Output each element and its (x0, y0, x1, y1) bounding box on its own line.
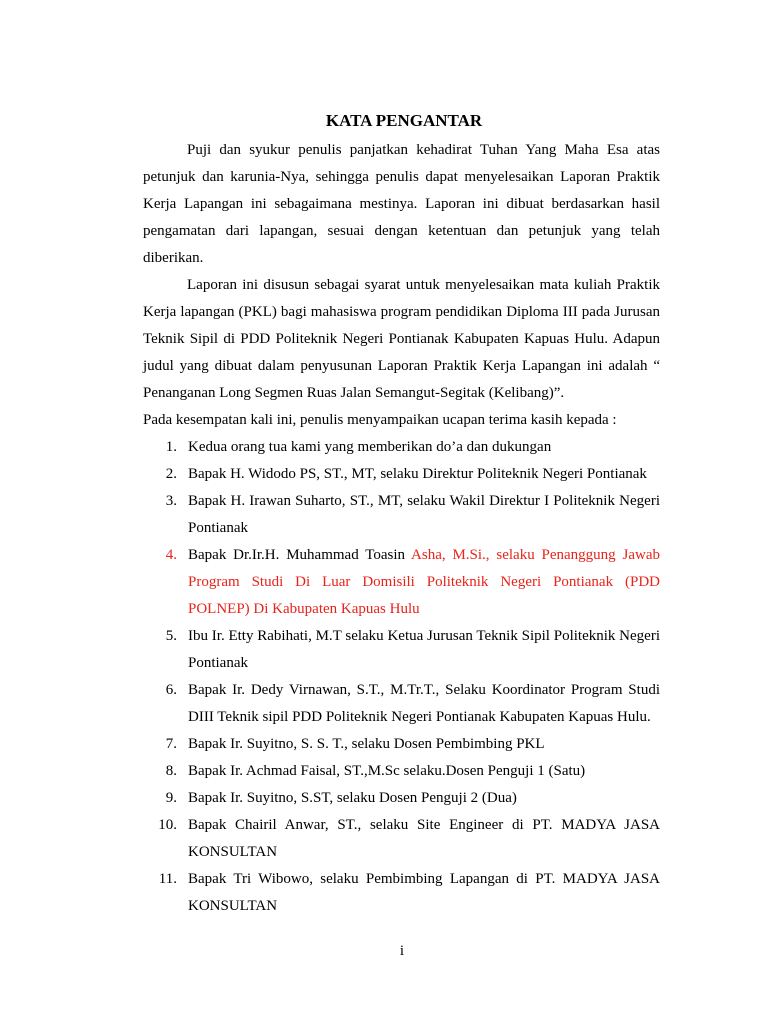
list-number: 3. (165, 493, 177, 509)
list-number: 11. (158, 871, 177, 887)
list-item (143, 461, 660, 488)
paragraph-2: Laporan ini disusun sebagai syarat untuk menyelesaikan mata kuliah Praktik Kerja lapangan (PKL) bagi mahasiswa program pendidikan Diploma III pada Jurusan Teknik Sipil di PDD Politeknik Negeri Pontianak Kabupaten Kapuas Hulu. Adapun judul yang dibuat dalam penyusunan Laporan Praktik Kerja Lapangan ini adalah “ Penanganan Long Segmen Ruas Jalan Semangut-Segitak (Kelibang)”. (143, 277, 660, 401)
list-number: 7. (165, 736, 177, 752)
list-text: Bapak Dr.Ir.H. Muhammad Toasin (188, 547, 412, 563)
list-item (143, 623, 660, 677)
list-number: 6. (165, 682, 177, 698)
list-number: 8. (165, 763, 177, 779)
list-item (143, 731, 660, 758)
list-text: Bapak Ir. Suyitno, S.ST, selaku Dosen Penguji 2 (Dua) (188, 790, 517, 806)
list-number: 1. (165, 439, 177, 455)
list-text: Ibu Ir. Etty Rabihati, M.T selaku Ketua Jurusan Teknik Sipil Politeknik Negeri Pontianak (188, 628, 660, 671)
list-item-highlighted (143, 542, 660, 623)
list-number: 10. (158, 817, 177, 833)
thanks-list (143, 434, 660, 920)
thanks-intro: Pada kesempatan kali ini, penulis menyampaikan ucapan terima kasih kepada : (143, 412, 617, 428)
list-text: Bapak Ir. Dedy Virnawan, S.T., M.Tr.T., Selaku Koordinator Program Studi DIII Teknik sipil PDD Politeknik Negeri Pontianak Kabupaten Kapuas Hulu. (188, 682, 660, 725)
list-item (143, 866, 660, 920)
list-number: 5. (165, 628, 177, 644)
list-number: 4. (165, 547, 177, 563)
list-text-highlight: Asha, M.Si., selaku Penanggung Jawab Program Studi Di Luar Domisili Politeknik Negeri Pontianak (PDD POLNEP) Di Kabupaten Kapuas Hulu (188, 547, 660, 617)
paragraph-1: Puji dan syukur penulis panjatkan kehadirat Tuhan Yang Maha Esa atas petunjuk dan karunia-Nya, sehingga penulis dapat menyelesaikan Laporan Praktik Kerja Lapangan ini sebagaimana mestinya. Laporan ini dibuat berdasarkan hasil pengamatan dari lapangan, sesuai dengan ketentuan dan petunjuk yang telah diberikan. (143, 142, 660, 266)
list-item (143, 758, 660, 785)
list-text: Kedua orang tua kami yang memberikan do’a dan dukungan (188, 439, 552, 455)
list-item (143, 488, 660, 542)
list-item (143, 677, 660, 731)
page-number: i (399, 943, 405, 959)
list-item (143, 434, 660, 461)
list-text: Bapak Chairil Anwar, ST., selaku Site Engineer di PT. MADYA JASA KONSULTAN (188, 817, 660, 860)
list-number: 9. (165, 790, 177, 806)
list-text: Bapak Tri Wibowo, selaku Pembimbing Lapangan di PT. MADYA JASA KONSULTAN (188, 871, 660, 914)
list-item (143, 785, 660, 812)
page-title: KATA PENGANTAR (325, 111, 483, 130)
list-number: 2. (165, 466, 177, 482)
list-text: Bapak H. Widodo PS, ST., MT, selaku Direktur Politeknik Negeri Pontianak (188, 466, 647, 482)
list-text: Bapak Ir. Suyitno, S. S. T., selaku Dosen Pembimbing PKL (188, 736, 545, 752)
list-text: Bapak Ir. Achmad Faisal, ST.,M.Sc selaku.Dosen Penguji 1 (Satu) (188, 763, 586, 779)
list-text: Bapak H. Irawan Suharto, ST., MT, selaku Wakil Direktur I Politeknik Negeri Pontianak (188, 493, 660, 536)
document-body (143, 137, 660, 920)
list-item (143, 812, 660, 866)
